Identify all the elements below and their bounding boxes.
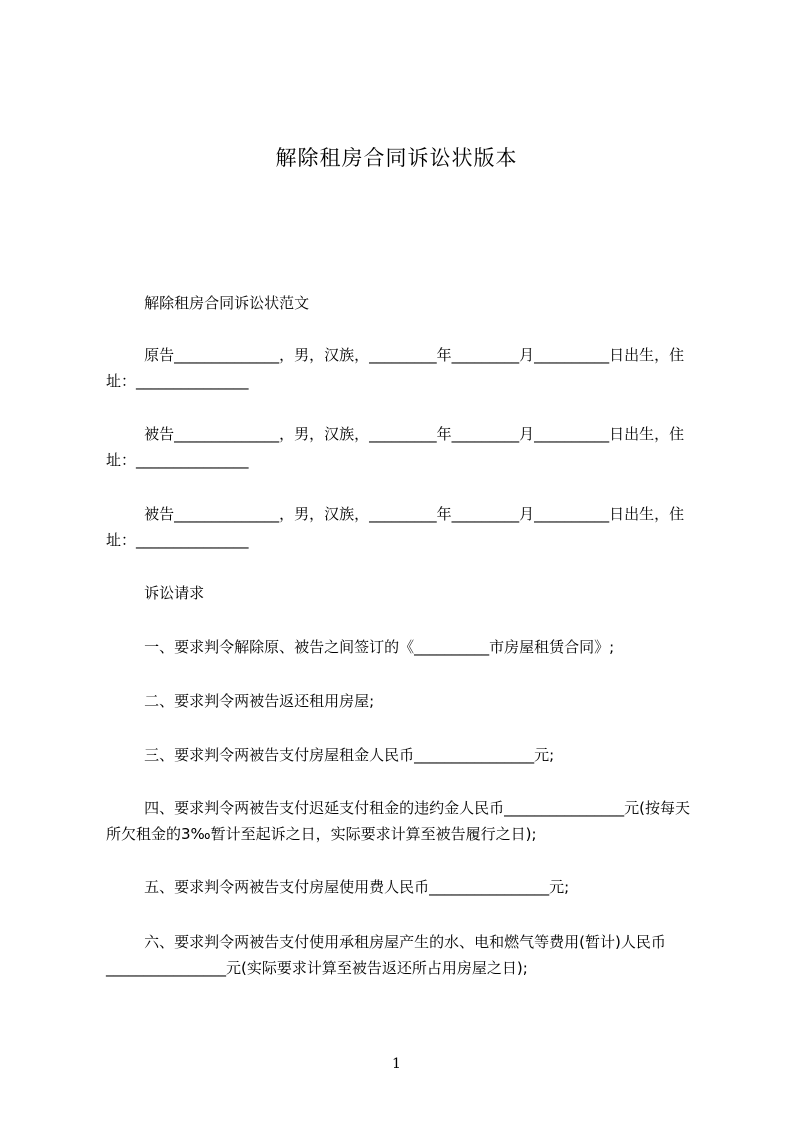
plaintiff-info: 原告______________，男，汉族，_________年_________月__________日出生，住址：_______________ bbox=[106, 346, 685, 390]
defendant-info-2: 被告______________，男，汉族，_________年_________月__________日出生，住址：_______________ bbox=[106, 505, 685, 549]
claim-item-2: 二、要求判令两被告返还租用房屋; bbox=[106, 692, 375, 710]
claim-item-5: 五、要求判令两被告支付房屋使用费人民币________________元; bbox=[106, 878, 570, 896]
claim-item-6: 六、要求判令两被告支付使用承租房屋产生的水、电和燃气等费用(暂计)人民币________________元(实际要求计算至被告返还所占用房屋之日); bbox=[106, 933, 666, 977]
page-number: 1 bbox=[392, 1056, 401, 1072]
claim-item-1: 一、要求判令解除原、被告之间签订的《__________市房屋租赁合同》; bbox=[106, 638, 615, 656]
claims-heading: 诉讼请求 bbox=[106, 584, 205, 602]
defendant-info-1: 被告______________，男，汉族，_________年_________月__________日出生，住址：_______________ bbox=[106, 425, 685, 469]
section-heading-sample: 解除租房合同诉讼状范文 bbox=[106, 294, 310, 312]
claim-item-3: 三、要求判令两被告支付房屋租金人民币________________元; bbox=[106, 746, 555, 764]
claim-item-4: 四、要求判令两被告支付迟延支付租金的违约金人民币________________元(按每天所欠租金的3‰暂计至起诉之日，实际要求计算至被告履行之日); bbox=[106, 799, 691, 843]
document-title: 解除租房合同诉讼状版本 bbox=[275, 146, 518, 170]
